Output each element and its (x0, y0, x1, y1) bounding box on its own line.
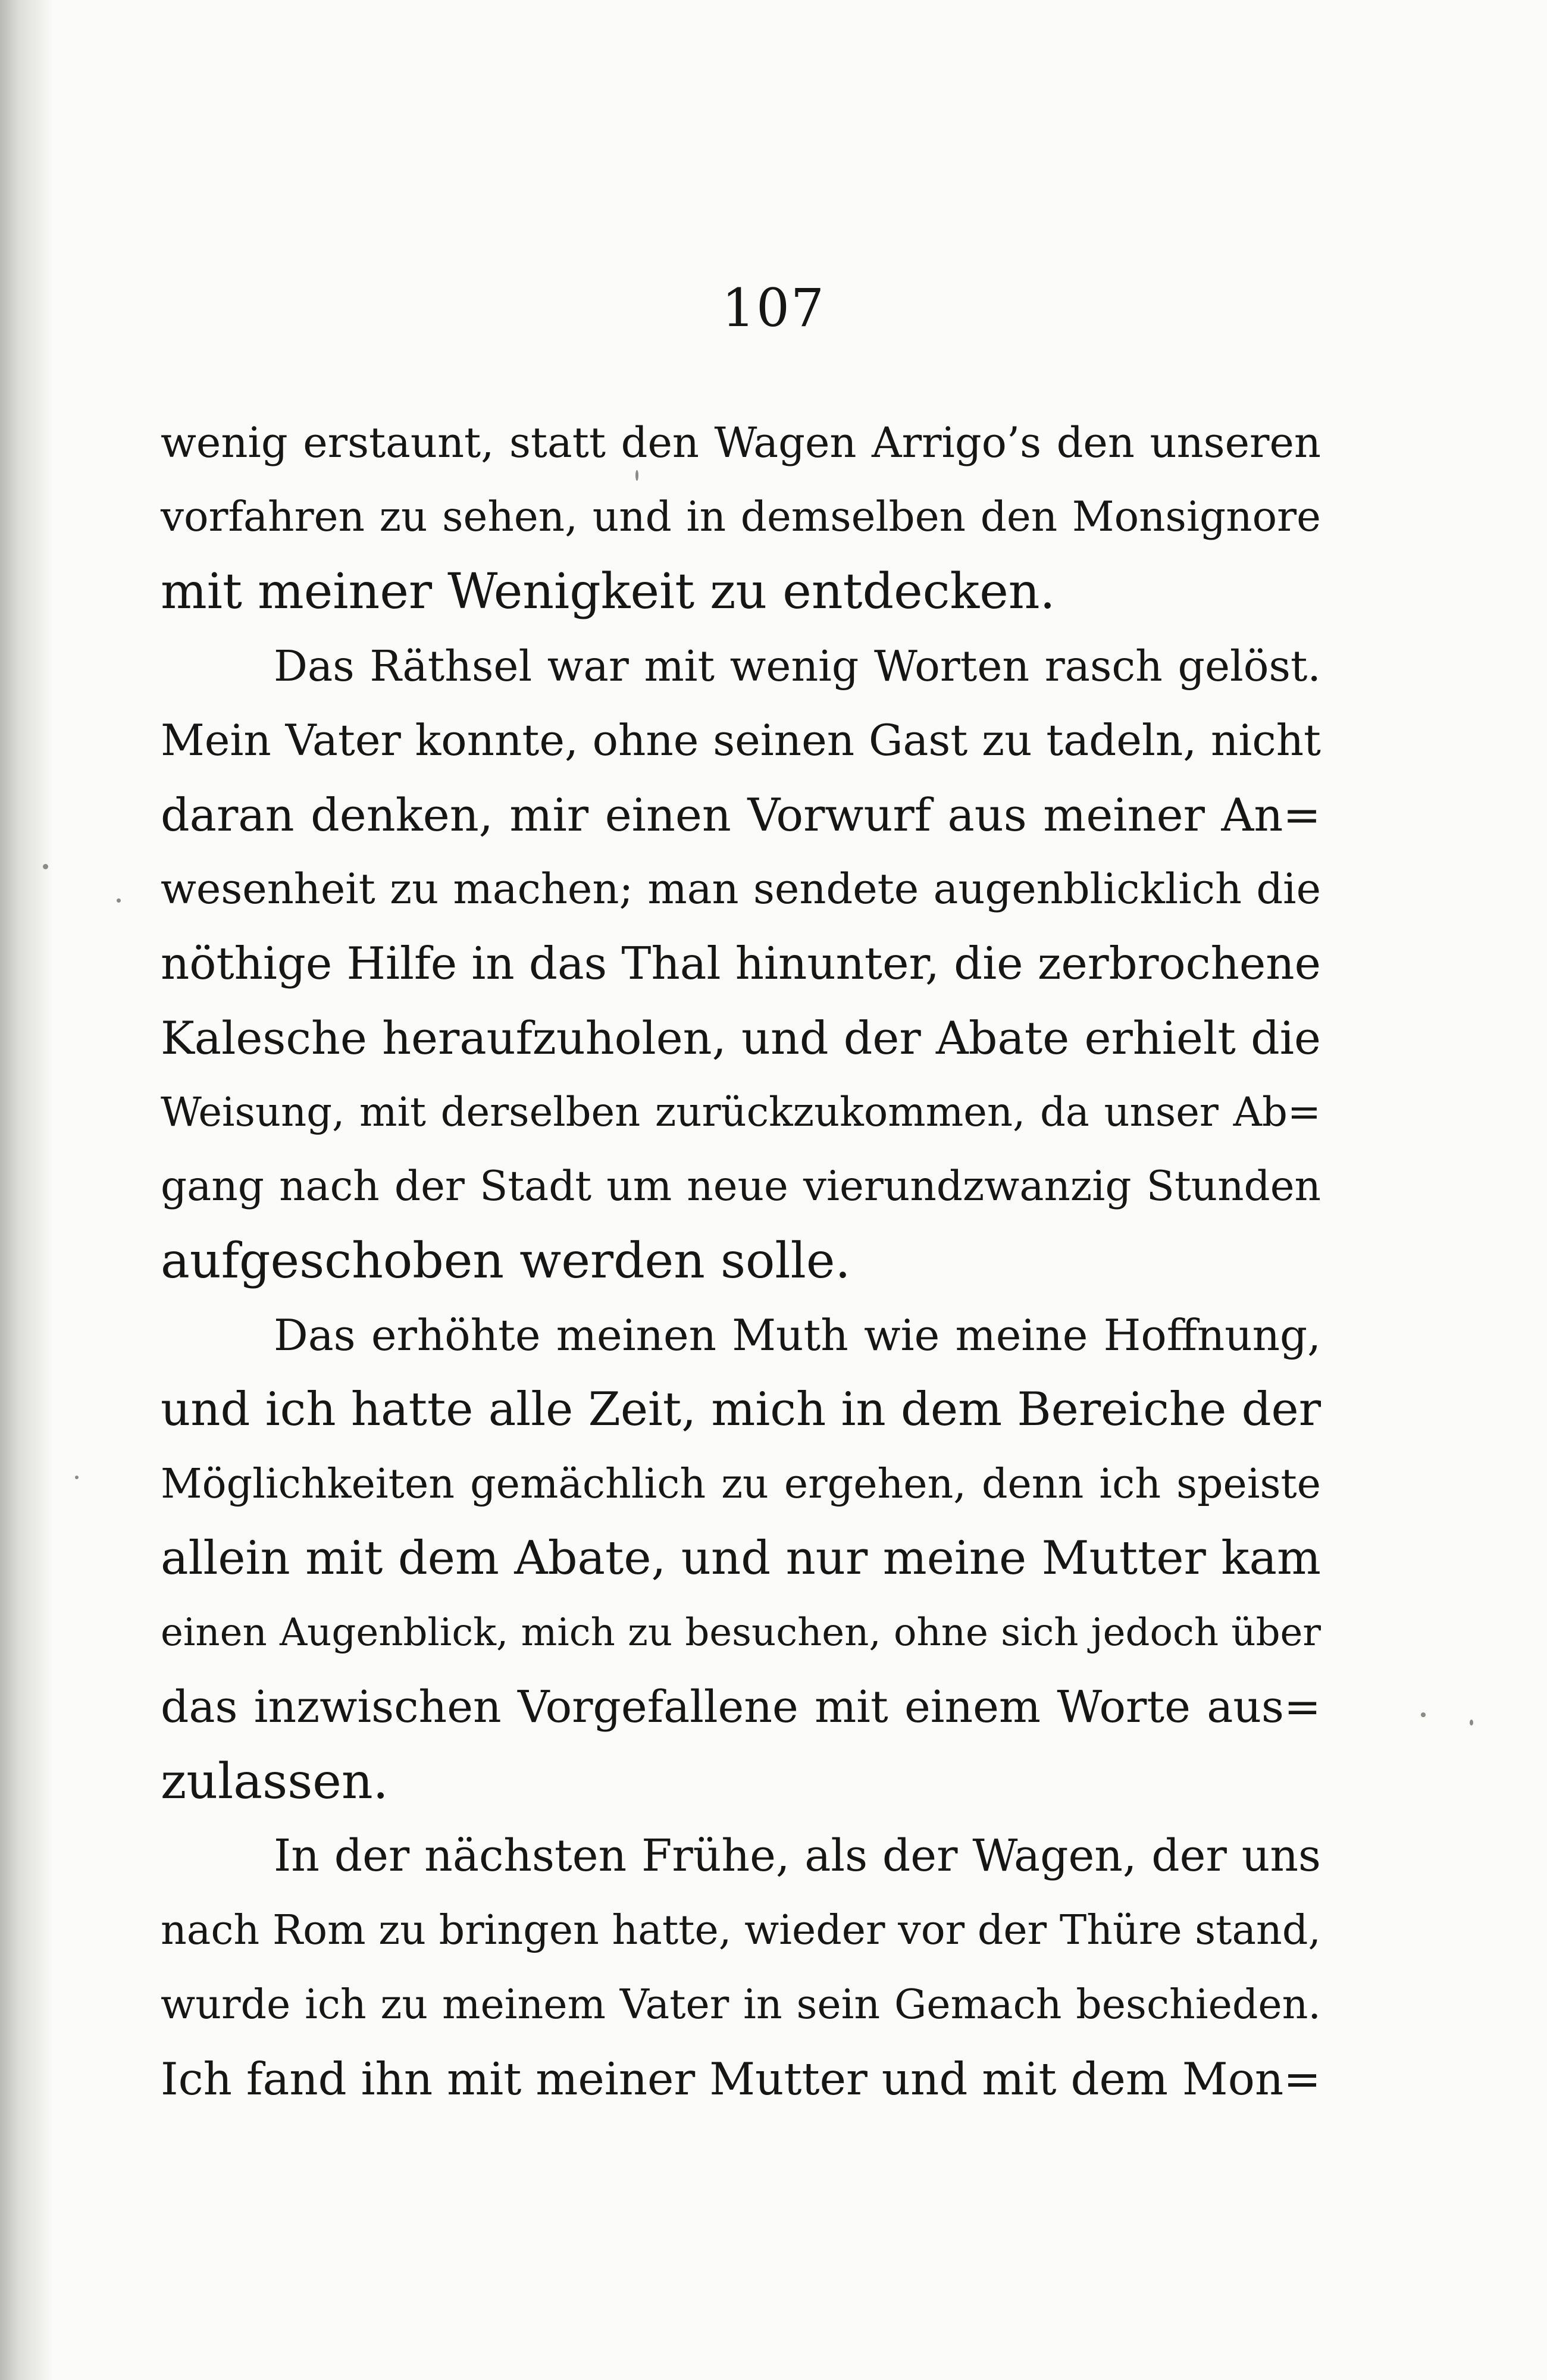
text-line: aufgeschoben werden solle. (161, 1233, 851, 1289)
scan-speck (43, 864, 48, 869)
text-line: Das erhöhte meinen Muth wie meine Hoffnung, (274, 1310, 1321, 1360)
text-line: Möglichkeiten gemächlich zu ergehen, denn ich speiste (161, 1461, 1321, 1508)
text-line: Kalesche heraufzuholen, und der Abate erhielt die (161, 1012, 1321, 1064)
text-line: In der nächsten Frühe, als der Wagen, der uns (274, 1830, 1321, 1881)
text-line: wenig erstaunt, statt den Wagen Arrigo’s den unseren (161, 418, 1321, 467)
page-number: 107 (722, 277, 825, 339)
scan-speck (1421, 1712, 1426, 1717)
text-line: einen Augenblick, mich zu besuchen, ohne sich jedoch über (161, 1611, 1321, 1655)
text-line: vorfahren zu sehen, und in demselben den Monsignore (161, 493, 1321, 541)
text-line: Weisung, mit derselben zurückzukommen, da unser Ab= (161, 1089, 1321, 1135)
text-line: das inzwischen Vorgefallene mit einem Worte aus= (161, 1681, 1321, 1733)
text-line: Ich fand ihn mit meiner Mutter und mit dem Mon= (161, 2053, 1321, 2105)
text-line: gang nach der Stadt um neue vierundzwanzig Stunden (161, 1163, 1321, 1210)
text-line: daran denken, mir einen Vorwurf aus meiner An= (161, 788, 1321, 841)
text-line: zulassen. (161, 1753, 389, 1810)
text-line: Mein Vater konnte, ohne seinen Gast zu tadeln, nicht (161, 715, 1321, 765)
text-line: allein mit dem Abate, und nur meine Mutter kam (161, 1532, 1321, 1585)
scan-speck (75, 1476, 79, 1479)
text-line: wurde ich zu meinem Vater in sein Gemach beschieden. (161, 1981, 1321, 2028)
scan-speck (1470, 1720, 1473, 1726)
text-line: mit meiner Wenigkeit zu entdecken. (161, 563, 1056, 620)
text-line: wesenheit zu machen; man sendete augenblicklich die (161, 865, 1321, 913)
body-text (161, 406, 1321, 2116)
text-line: nöthige Hilfe in das Thal hinunter, die zerbrochene (161, 937, 1321, 989)
text-line: und ich hatte alle Zeit, mich in dem Bereiche der (161, 1383, 1321, 1436)
scan-speck (117, 898, 121, 903)
text-line: Das Räthsel war mit wenig Worten rasch gelöst. (274, 641, 1321, 691)
text-line: nach Rom zu bringen hatte, wieder vor der Thüre stand, (161, 1907, 1321, 1954)
scan-edge-shadow (0, 0, 54, 2380)
